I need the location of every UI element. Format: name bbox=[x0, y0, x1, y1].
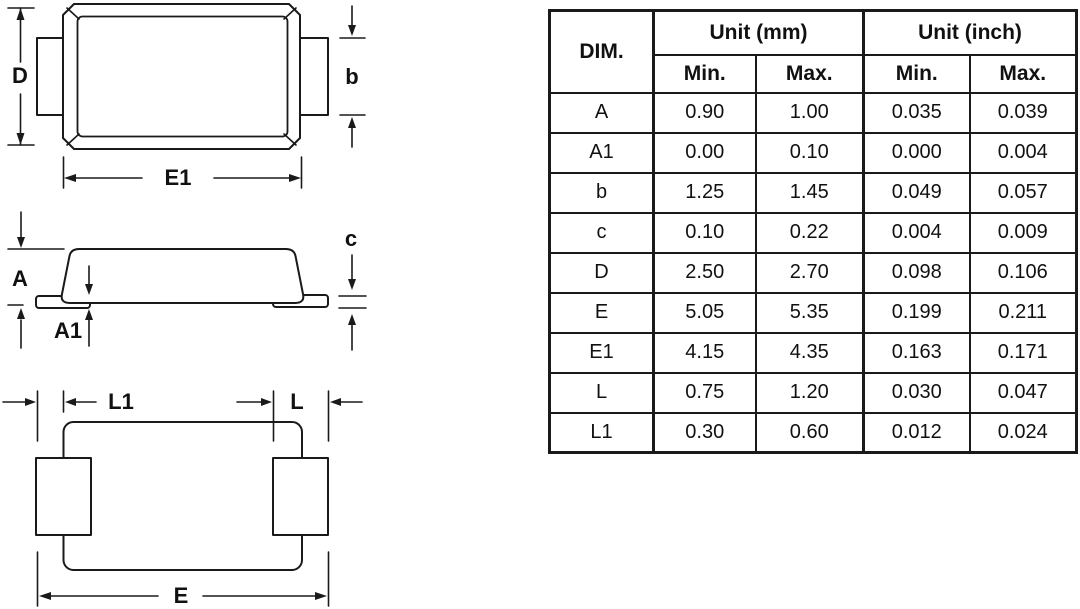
mm-min-cell: 1.25 bbox=[654, 173, 756, 213]
side-view-drawing bbox=[36, 249, 328, 308]
header-inch-min: Min. bbox=[864, 55, 970, 93]
inch-max-cell: 0.009 bbox=[970, 213, 1077, 253]
mm-min-cell: 0.30 bbox=[654, 413, 756, 453]
dim-cell: b bbox=[550, 173, 654, 213]
inch-min-cell: 0.035 bbox=[864, 93, 970, 133]
dim-label-e: E bbox=[173, 582, 189, 608]
inch-max-cell: 0.047 bbox=[970, 373, 1077, 413]
inch-max-cell: 0.057 bbox=[970, 173, 1077, 213]
dim-label-d: D bbox=[12, 62, 28, 88]
header-inch-max: Max. bbox=[970, 55, 1077, 93]
dim-label-a1: A1 bbox=[53, 317, 83, 343]
dim-cell: A1 bbox=[550, 133, 654, 173]
dim-cell: E bbox=[550, 293, 654, 333]
mm-min-cell: 0.75 bbox=[654, 373, 756, 413]
l-arrow-right bbox=[261, 398, 272, 406]
top-view-body-outline bbox=[63, 4, 300, 149]
c-dimension bbox=[339, 226, 366, 350]
table-row bbox=[550, 133, 1077, 173]
bottom-view-left-pad bbox=[36, 458, 91, 535]
inch-min-cell: 0.000 bbox=[864, 133, 970, 173]
a1-arrow-up bbox=[85, 309, 93, 320]
inch-max-cell: 0.211 bbox=[970, 293, 1077, 333]
dim-cell: A bbox=[550, 93, 654, 133]
inch-min-cell: 0.012 bbox=[864, 413, 970, 453]
e1-arrow-right bbox=[289, 174, 301, 182]
inch-min-cell: 0.004 bbox=[864, 213, 970, 253]
b-arrow-up bbox=[348, 117, 356, 128]
inch-min-cell: 0.098 bbox=[864, 253, 970, 293]
c-arrow-down bbox=[348, 279, 356, 290]
inch-max-cell: 0.171 bbox=[970, 333, 1077, 373]
dim-label-l1: L1 bbox=[108, 388, 134, 414]
dim-label-b: b bbox=[345, 63, 359, 89]
c-ticks bbox=[339, 296, 366, 308]
inch-max-cell: 0.004 bbox=[970, 133, 1077, 173]
mm-min-cell: 5.05 bbox=[654, 293, 756, 333]
bottom-view-body-outline bbox=[64, 422, 303, 570]
dim-cell: E1 bbox=[550, 333, 654, 373]
mm-max-cell: 2.70 bbox=[756, 253, 864, 293]
header-dim: DIM. bbox=[550, 11, 654, 93]
table-row bbox=[550, 293, 1077, 333]
top-view-right-lead bbox=[299, 38, 328, 115]
e-arrow-left bbox=[39, 592, 51, 600]
mm-max-cell: 1.00 bbox=[756, 93, 864, 133]
c-arrow-up bbox=[348, 314, 356, 325]
mm-min-cell: 0.90 bbox=[654, 93, 756, 133]
header-unit-mm: Unit (mm) bbox=[654, 11, 864, 55]
dim-cell: L bbox=[550, 373, 654, 413]
mm-min-cell: 0.00 bbox=[654, 133, 756, 173]
mm-max-cell: 1.45 bbox=[756, 173, 864, 213]
inch-min-cell: 0.030 bbox=[864, 373, 970, 413]
dimensions-table-container bbox=[548, 9, 1078, 454]
header-mm-min: Min. bbox=[654, 55, 756, 93]
mm-min-cell: 2.50 bbox=[654, 253, 756, 293]
header-mm-max: Max. bbox=[756, 55, 864, 93]
mm-min-cell: 4.15 bbox=[654, 333, 756, 373]
table-row bbox=[550, 213, 1077, 253]
mm-max-cell: 5.35 bbox=[756, 293, 864, 333]
dim-cell: c bbox=[550, 213, 654, 253]
dim-label-l: L bbox=[290, 388, 304, 414]
table-row bbox=[550, 413, 1077, 453]
dimensions-table bbox=[548, 9, 1078, 454]
d-arrow-up bbox=[17, 8, 25, 20]
inch-max-cell: 0.106 bbox=[970, 253, 1077, 293]
inch-max-cell: 0.039 bbox=[970, 93, 1077, 133]
l-arrow-left bbox=[330, 398, 341, 406]
mm-max-cell: 0.10 bbox=[756, 133, 864, 173]
top-view-drawing bbox=[37, 4, 328, 149]
dim-label-c: c bbox=[344, 225, 358, 251]
b-dimension bbox=[340, 6, 365, 147]
a-arrow-up bbox=[17, 308, 25, 319]
bottom-view-right-pad bbox=[273, 458, 328, 535]
l1-arrow-right bbox=[25, 398, 36, 406]
inch-max-cell: 0.024 bbox=[970, 413, 1077, 453]
l1-arrow-left bbox=[65, 398, 76, 406]
table-row bbox=[550, 333, 1077, 373]
e1-dimension bbox=[64, 157, 302, 190]
dim-label-e1: E1 bbox=[164, 164, 192, 190]
mm-max-cell: 0.60 bbox=[756, 413, 864, 453]
mm-max-cell: 1.20 bbox=[756, 373, 864, 413]
inch-min-cell: 0.199 bbox=[864, 293, 970, 333]
d-dimension bbox=[8, 8, 34, 145]
table-row bbox=[550, 93, 1077, 133]
dim-label-a: A bbox=[12, 265, 28, 291]
inch-min-cell: 0.163 bbox=[864, 333, 970, 373]
bottom-view-drawing bbox=[36, 388, 329, 570]
dim-cell: D bbox=[550, 253, 654, 293]
table-row bbox=[550, 373, 1077, 413]
a-arrow-down bbox=[17, 237, 25, 248]
dim-cell: L1 bbox=[550, 413, 654, 453]
d-arrow-down bbox=[17, 133, 25, 145]
l1-l-dimension bbox=[3, 389, 362, 414]
table-row bbox=[550, 173, 1077, 213]
table-row bbox=[550, 253, 1077, 293]
header-unit-inch: Unit (inch) bbox=[864, 11, 1077, 55]
side-view-body-outline bbox=[62, 249, 304, 303]
mm-min-cell: 0.10 bbox=[654, 213, 756, 253]
b-arrow-down bbox=[348, 25, 356, 36]
inch-min-cell: 0.049 bbox=[864, 173, 970, 213]
e1-arrow-left bbox=[64, 174, 76, 182]
e-arrow-right bbox=[315, 592, 327, 600]
mm-max-cell: 0.22 bbox=[756, 213, 864, 253]
mm-max-cell: 4.35 bbox=[756, 333, 864, 373]
top-view-left-lead bbox=[37, 38, 64, 115]
